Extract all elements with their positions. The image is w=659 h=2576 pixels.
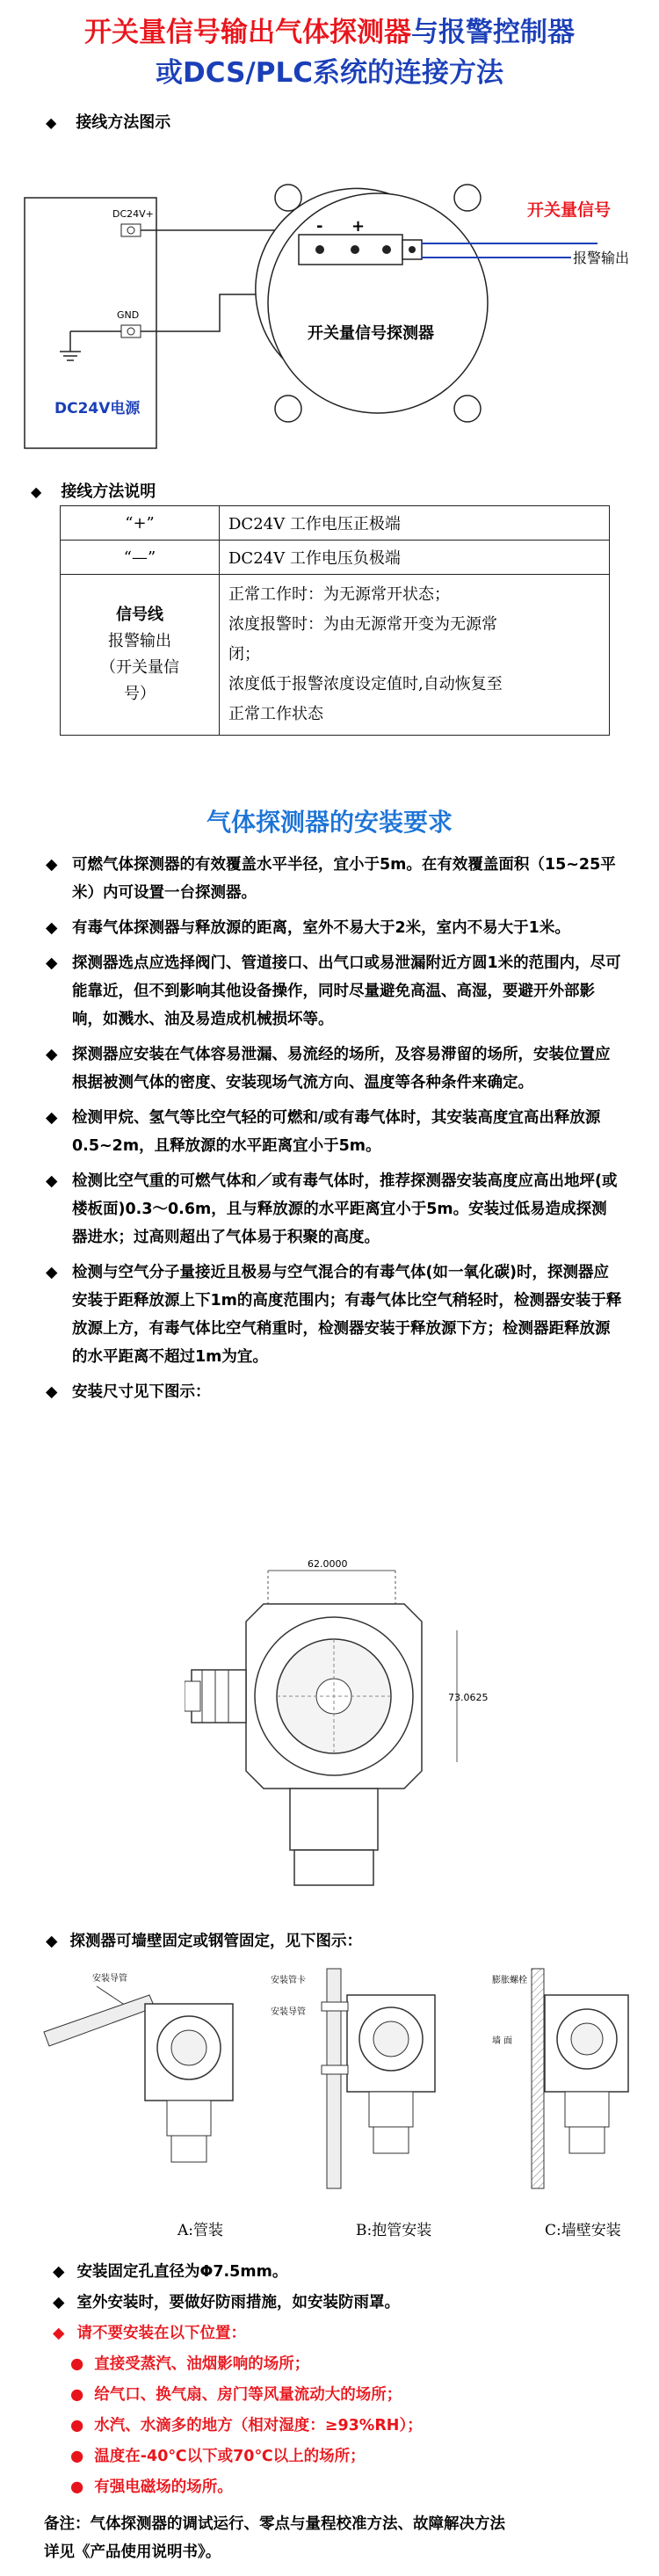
gnd-terminal xyxy=(121,325,141,337)
pipe-shape xyxy=(44,1995,155,2046)
alarm-output-label: 报警输出 xyxy=(573,250,630,266)
caption-a: A:管装 xyxy=(177,2222,224,2239)
mount-c-wall xyxy=(492,1969,628,2188)
dot-icon: ● xyxy=(70,2386,84,2404)
list-item: ● 温度在-40℃以下或70℃以上的场所； xyxy=(70,2442,366,2471)
explain-heading: ◆ 接线方法说明 xyxy=(31,483,156,501)
list-item: ● 有强电磁场的场所。 xyxy=(70,2472,233,2502)
signal-desc-cell: 正常工作时：为无源常开状态； 浓度报警时：为由无源常开变为无源常 闭； 浓度低于报警浓度设定值时,自动恢复至 正常工作状态 xyxy=(220,575,610,736)
label-clip: 安装管卡 xyxy=(271,1976,306,1985)
list-item: ● 给气口、换气扇、房门等风量流动大的场所； xyxy=(70,2380,402,2410)
note-hole: ◆ 安装固定孔直径为Φ7.5mm。 xyxy=(53,2263,288,2281)
list-item: ◆ 可燃气体探测器的有效覆盖水平半径，宜小于5m。在有效覆盖面积（15~25平米）内可设置一台探测器。 xyxy=(42,851,622,907)
dot-icon: ● xyxy=(70,2448,84,2465)
detector-lug-bottom-left xyxy=(275,395,301,422)
wiring-heading: ◆ 接线方法图示 xyxy=(46,113,171,132)
list-item: ◆ 探测器选点应选择阀门、管道接口、出气口或易泄漏附近方圆1米的范围内，尽可能靠近，但不到影响其他设备操作，同时尽量避免高温、高湿，要避开外部影响，如溅水、油及易造成机械损坏等。 xyxy=(42,949,622,1034)
detector-lug-top-left xyxy=(275,185,301,211)
dot-icon: ● xyxy=(70,2417,84,2435)
minus-sign: - xyxy=(316,217,323,236)
diamond-icon: ◆ xyxy=(46,1264,58,1281)
power-label: DC24V电源 xyxy=(54,400,141,417)
diamond-icon: ◆ xyxy=(46,1046,58,1063)
diamond-icon: ◆ xyxy=(46,919,58,937)
note-outdoor: ◆ 室外安装时，要做好防雨措施，如安装防雨罩。 xyxy=(53,2294,400,2311)
desc-cell: DC24V 工作电压正极端 xyxy=(220,506,610,541)
detector-face xyxy=(268,193,488,413)
wiring-spec-table xyxy=(60,505,610,736)
diamond-icon: ◆ xyxy=(46,1172,58,1190)
dimension-drawing xyxy=(185,1551,492,1912)
install-title: 气体探测器的安装要求 xyxy=(206,808,453,837)
label-pipe2: 安装导管 xyxy=(271,2007,306,2017)
dot-icon: ● xyxy=(70,2355,84,2373)
diamond-icon: ◆ xyxy=(53,2294,65,2311)
title-line2: 或DCS/PLC系统的连接方法 xyxy=(156,57,503,89)
install-requirements-list xyxy=(42,851,622,1413)
terminal-signal-icon xyxy=(382,245,391,254)
list-item: ◆ 安装尺寸见下图示： xyxy=(42,1378,622,1406)
signal-head: 信号线 xyxy=(116,606,163,624)
list-item: ◆ 检测甲烷、氢气等比空气轻的可燃和/或有毒气体时，其安装高度宜高出释放源0.5~2m，且释放源的水平距离宜小于5m。 xyxy=(42,1104,622,1160)
terminal-plus-icon xyxy=(351,245,359,254)
detector-lug-top-right xyxy=(454,185,481,211)
diamond-icon: ◆ xyxy=(46,1933,58,1950)
desc-cell: DC24V 工作电压负极端 xyxy=(220,541,610,575)
label-wall: 墙 面 xyxy=(492,2036,513,2046)
caption-b: B:抱管安装 xyxy=(356,2222,432,2239)
width-dimension: 62.0000 xyxy=(308,1558,348,1570)
mounting-drawings xyxy=(35,1960,641,2206)
mount-a-pipe xyxy=(44,1972,233,2162)
remark: 备注：气体探测器的调试运行、零点与量程校准方法、故障解决方法 详见《产品使用说明书》。 xyxy=(44,2515,505,2561)
title-red-part: 开关量信号输出气体探测器 xyxy=(84,17,411,48)
diamond-icon: ◆ xyxy=(46,954,58,972)
diamond-icon: ◆ xyxy=(46,856,58,874)
detector-label: 开关量信号探测器 xyxy=(308,324,434,343)
mounting-heading: ◆ 探测器可墙壁固定或钢管固定，见下图示： xyxy=(46,1933,362,1950)
plus-sign: + xyxy=(351,217,366,236)
page-title xyxy=(0,12,659,93)
terminal-minus-icon xyxy=(315,245,324,254)
switch-signal-label: 开关量信号 xyxy=(527,200,612,220)
mount-b-clamp xyxy=(271,1969,435,2188)
sensor-head xyxy=(290,1789,378,1850)
plus-terminal xyxy=(121,224,141,236)
table-row xyxy=(61,575,610,736)
dc24-plus-label: DC24V+ xyxy=(112,208,154,220)
term-cell: “—” xyxy=(61,541,220,575)
detector-lug-bottom-right xyxy=(454,395,481,422)
table-row xyxy=(61,506,610,541)
diamond-icon: ◆ xyxy=(46,1383,58,1401)
list-item: ◆ 检测与空气分子量接近且极易与空气混合的有毒气体(如一氧化碳)时，探测器应安装于距释放源上下1m的高度范围内；有毒气体比空气稍轻时，检测器安装于释放源上方，有毒气体比空气稍重时，检测器安装于释放源下方；检测器距释放源的水平距离不超过1m为宜。 xyxy=(42,1259,622,1371)
list-item: ◆ 探测器应安装在气体容易泄漏、易流经的场所，及容易滞留的场所，安装位置应根据被测气体的密度、安装现场气流方向、温度等各种条件来确定。 xyxy=(42,1041,622,1097)
label-bolt: 膨胀螺栓 xyxy=(492,1976,527,1985)
gnd-label: GND xyxy=(117,309,140,321)
title-blue-part: 与报警控制器 xyxy=(411,17,575,48)
note-avoid-head: ◆ 请不要安装在以下位置： xyxy=(53,2325,246,2342)
signal-cell: 信号线 报警输出 （开关量信 号） xyxy=(61,575,220,736)
list-item: ◆ 有毒气体探测器与释放源的距离，室外不易大于2米，室内不易大于1米。 xyxy=(42,914,622,942)
diamond-icon: ◆ xyxy=(46,1109,58,1127)
wiring-diagram xyxy=(0,180,659,470)
height-dimension: 73.0625 xyxy=(448,1692,489,1703)
list-item: ◆ 检测比空气重的可燃气体和／或有毒气体时，推荐探测器安装高度应高出地坪(或楼板面)0.3～0.6m，且与释放源的水平距离宜小于5m。安装过低易造成探测器进水；过高则超出了气体易于积聚的高度。 xyxy=(42,1167,622,1252)
label-pipe: 安装导管 xyxy=(92,1974,127,1984)
table-row xyxy=(61,541,610,575)
diamond-icon: ◆ xyxy=(46,114,57,131)
caption-c: C:墙壁安装 xyxy=(545,2222,621,2239)
wall xyxy=(532,1969,544,2188)
diamond-icon: ◆ xyxy=(31,483,42,500)
dot-icon: ● xyxy=(70,2478,84,2496)
diamond-icon: ◆ xyxy=(53,2325,65,2342)
list-item: ● 水汽、水滴多的地方（相对湿度：≥93%RH）； xyxy=(70,2411,423,2441)
term-cell: “+” xyxy=(61,506,220,541)
diamond-icon: ◆ xyxy=(53,2263,65,2281)
list-item: ● 直接受蒸汽、油烟影响的场所； xyxy=(70,2349,309,2379)
sensor-cap xyxy=(294,1850,373,1885)
